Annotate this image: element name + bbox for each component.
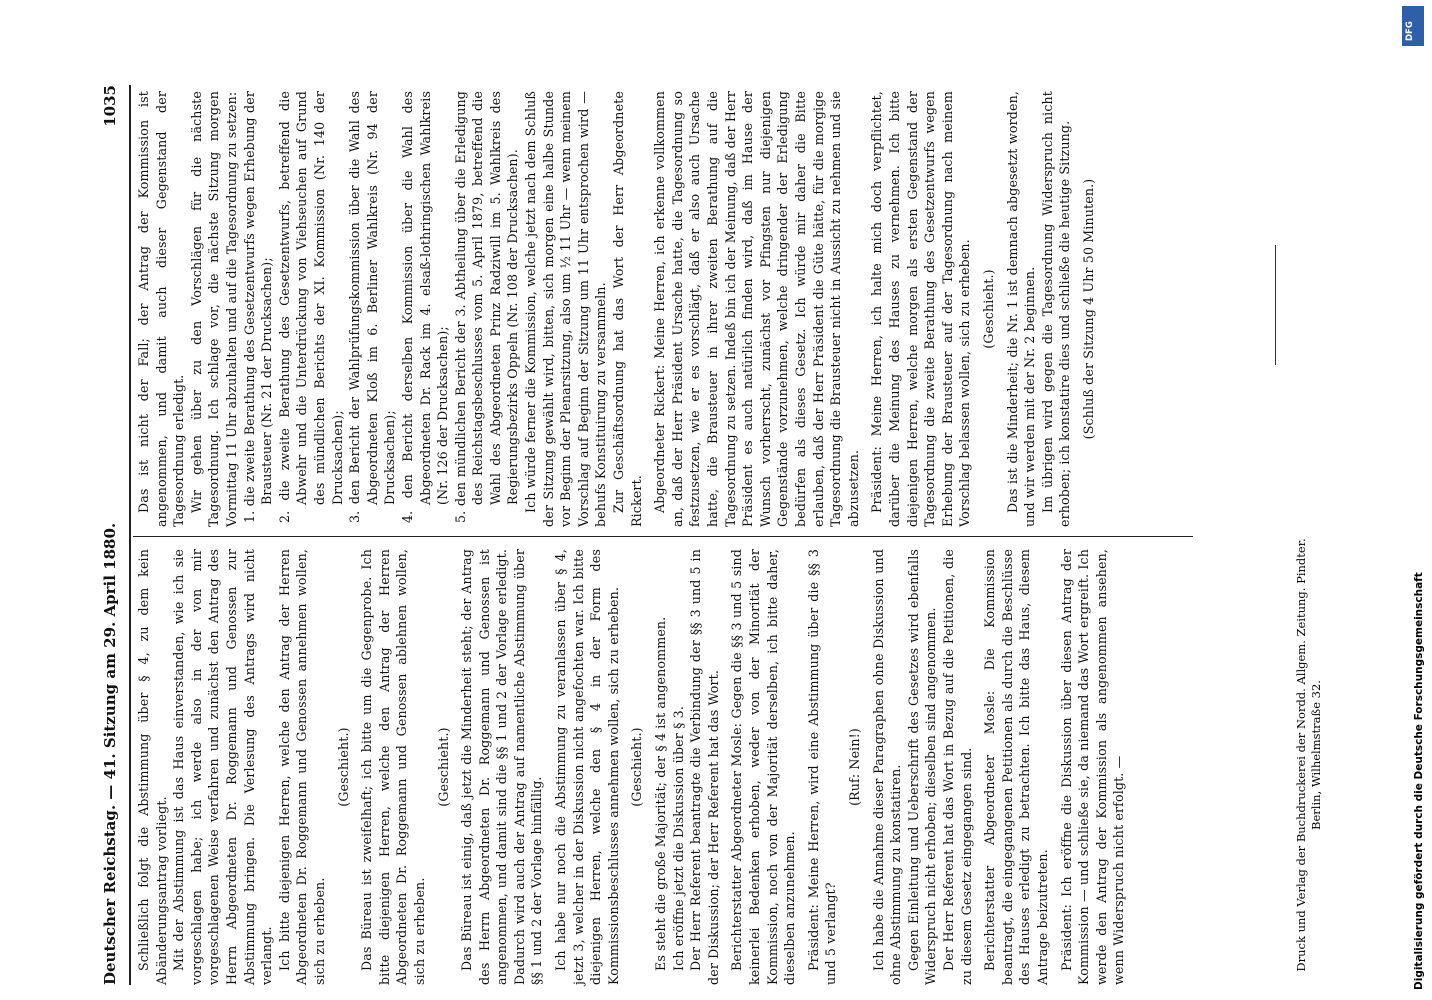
paragraph: Mit der Abstimmung ist das Haus einverstanden, wie ich sie vorgeschlagen habe; ich werde also in der von mir vorgeschlagenen Weise verfahren und zunächst den Antrag des Herrn Abgeordneten Dr. Roggemann und Genossen zur Abstimmung bringen. Die Verlesung des Antrags wird nicht verlangt. bbox=[171, 549, 275, 985]
header-rule bbox=[129, 85, 131, 985]
dfg-logo-icon bbox=[1402, 6, 1424, 46]
stage-direction: (Ruf: Nein!) bbox=[846, 728, 862, 806]
imprint-line-2: Berlin, Wilhelmstraße 32. bbox=[1309, 680, 1323, 830]
paragraph: Das Büreau ist einig, daß jetzt die Minderheit steht; der Antrag des Herrn Abgeordneten Dr. Roggemann und Genossen ist angenommen, und damit sind die §§ 1 und 2 der Vorlage erledigt. Dadurch wird auch der Antrag auf namentliche Abstimmung über §§ 1 und 2 der Vorlage hinfällig. bbox=[459, 549, 545, 985]
stage-direction: (Geschieht.) bbox=[335, 727, 351, 807]
paragraph: Ich habe die Annahme dieser Paragraphen ohne Diskussion und ohne Abstimmung zu konstatiren. bbox=[870, 549, 904, 985]
paragraph: Abgeordneter Rickert: Meine Herren, ich erkenne vollkommen an, daß der Herr Präsident Ursache hatte, die Tagesordnung so festzusetzen, wie er es vorschlägt, daß er also auch Ursache hatte, die Brausteuer in ihrer zweiten Berathung auf die Tagesordnung zu setzen. Indeß bin ich der Meinung, daß der Herr Präsident es auch natürlich finden wird, daß im Hause der Wunsch vorherrscht, zunächst vor Pfingsten nur diejenigen Gegenstände vorzunehmen, welche dringender der Erledigung bedürfen als dieses Gesetz. Ich würde mir daher die Bitte erlauben, daß der Herr Präsident die Güte hätte, für die morgige Tagesordnung die Brausteuer nicht in Aussicht zu nehmen und sie abzusetzen. bbox=[652, 91, 861, 527]
rotated-sheet bbox=[95, 85, 1305, 985]
imprint-line-1: Druck und Verlag der Buchdruckerei der Nordd. Allgem. Zeitung. Pindter. bbox=[1294, 538, 1308, 972]
paragraph: Wir gehen über zu den Vorschlägen für die nächste Tagesordnung. Ich schlage vor, die nächste Sitzung morgen Vormittag 11 Uhr abzuhalten und auf die Tagesordnung zu setzen: bbox=[188, 91, 239, 527]
paragraph: Präsident: Meine Herren, wird eine Abstimmung über die §§ 3 und 5 verlangt? bbox=[805, 549, 839, 985]
left-column bbox=[135, 549, 1128, 985]
paragraph: Schließlich folgt die Abstimmung über § 4, zu dem kein Abänderungsantrag vorliegt. bbox=[136, 549, 169, 985]
paragraph: Das ist nicht der Fall; der Antrag der Kommission ist angenommen, und damit auch dieser Gegenstand der Tagesordnung erledigt. bbox=[136, 91, 187, 527]
paragraph: Ich eröffne jetzt die Diskussion über § 3. bbox=[670, 706, 686, 971]
paragraph: Es steht die große Majorität; der § 4 ist angenommen. bbox=[653, 616, 669, 971]
paragraph: Ich bitte diejenigen Herren, welche den Antrag der Herren Abgeordneten Dr. Roggemann und Genossen annehmen wollen, sich zu erheben. bbox=[276, 549, 327, 985]
paragraph: Der Herr Referent hat das Wort in Bezug auf die Petitionen, die zu diesem Gesetz eingegangen sind. bbox=[940, 549, 974, 985]
stage-direction: (Geschieht.) bbox=[629, 727, 645, 807]
paragraph: Zur Geschäftsordnung hat das Wort der Herr Abgeordnete Rickert. bbox=[611, 91, 644, 527]
running-header bbox=[95, 85, 129, 985]
paragraph: Der Herr Referent beantragte die Verbindung der §§ 3 und 5 in der Diskussion; der Herr Referent hat das Wort. bbox=[688, 549, 721, 985]
paragraph: Im übrigen wird gegen die Tagesordnung Widerspruch nicht erhoben; ich konstatire dies und schließe die heutige Sitzung. bbox=[1039, 91, 1073, 527]
paragraph: Das Büreau ist zweifelhaft; ich bitte um die Gegenprobe. Ich bitte diejenigen Herren, welche den Antrag der Herren Abgeordneten Dr. Roggemann und Genossen ablehnen wollen, sich zu erheben. bbox=[359, 549, 427, 985]
paragraph: Gegen Einleitung und Ueberschrift des Gesetzes wird ebenfalls Widerspruch nicht erhoben; dieselben sind angenommen. bbox=[905, 549, 939, 985]
agenda-item: 1. die zweite Berathung des Gesetzentwurfs wegen Erhebung der Brausteuer (Nr. 21 der Drucksachen); bbox=[241, 91, 275, 523]
paragraph: Ich würde ferner die Kommission, welche jetzt nach dem Schluß der Sitzung gewählt wird, bitten, sich morgen eine halbe Stunde vor Beginn der Plenarsitzung, also um ½ 11 Uhr — wenn meinem Vorschlag auf Beginn der Sitzung um 11 Uhr entsprochen wird — behufs Konstituirung zu versammeln. bbox=[523, 91, 609, 527]
stage-direction: (Geschieht.) bbox=[435, 727, 451, 807]
agenda-item: 4. den Bericht derselben Kommission über die Wahl des Abgeordneten Dr. Rack im 4. elsaß-lothringischen Wahlkreis (Nr. 126 der Drucksachen); bbox=[399, 91, 451, 523]
paragraph: Ich habe nur noch die Abstimmung zu veranlassen über § 4, jetzt 3, welcher in der Diskussion nicht angefochten war. Ich bitte diejenigen Herren, welche den § 4 in der Form des Kommissionsbeschlusses annehmen wollen, sich zu erheben. bbox=[553, 549, 621, 985]
paragraph: Berichterstatter Abgeordneter Mosle: Die Kommission beantragt, die eingegangenen Petitionen als durch die Beschlüsse des Hauses erledigt zu betrachten. Ich bitte das Haus, diesem Antrage beizutreten. bbox=[982, 549, 1050, 985]
header-title: Deutscher Reichstag. — 41. Sitzung am 29. April 1880. bbox=[101, 522, 119, 985]
paragraph: Berichterstatter Abgeordneter Mosle: Gegen die §§ 3 und 5 sind keinerlei Bedenken erhoben, weder von der Minorität der Kommission, noch von der Majorität derselben, ich bitte daher, dieselben anzunehmen. bbox=[729, 549, 798, 985]
stage-direction: (Geschieht.) bbox=[980, 269, 996, 349]
imprint-rule bbox=[1275, 245, 1276, 365]
paragraph: Präsident: Ich eröffne die Diskussion über diesen Antrag der Kommission — und schließe sie, da niemand das Wort ergreift. Ich werde den Antrag der Kommission als angenommen ansehen, wenn Widerspruch nicht erfolgt. — bbox=[1058, 549, 1127, 985]
digitization-margin bbox=[1395, 0, 1432, 1000]
agenda-item: 2. die zweite Berathung des Gesetzentwurfs, betreffend die Abwehr und die Unterdrückung von Viehseuchen auf Grund des mündlichen Berichts der XI. Kommission (Nr. 140 der Drucksachen); bbox=[276, 91, 345, 523]
printer-imprint bbox=[1272, 520, 1332, 990]
right-column bbox=[135, 91, 1103, 527]
dfg-logo-text: DFG bbox=[1405, 21, 1415, 41]
agenda-item: 3. den Bericht der Wahlprüfungskommission über die Wahl des Abgeordneten Kloß im 6. Berliner Wahlkreis (Nr. 94 der Drucksachen); bbox=[347, 91, 398, 523]
session-close: (Schluß der Sitzung 4 Uhr 50 Minuten.) bbox=[1080, 178, 1096, 440]
paragraph: Das ist die Minderheit; die Nr. 1 ist demnach abgesetzt worden, und wir werden mit der Nr. 2 beginnen. bbox=[1004, 91, 1038, 527]
digitization-note: Digitalisierung gefördert durch die Deutsche Forschungsgemeinschaft bbox=[1413, 572, 1425, 990]
paragraph: Präsident: Meine Herren, ich halte mich doch verpflichtet, darüber die Meinung des Hauses zu vernehmen. Ich bitte diejenigen Herren, welche morgen als ersten Gegenstand der Tagesordnung die zweite Berathung des Gesetzentwurfs wegen Erhebung der Brausteuer auf der Tagesordnung nach meinem Vorschlag belassen wollen, sich zu erheben. bbox=[869, 91, 973, 527]
agenda-item: 5. den mündlichen Bericht der 3. Abtheilung über die Erledigung des Reichstagsbeschlusses vom 5. April 1879, betreffend die Wahl des Abgeordneten Prinz Radziwill im 5. Wahlkreis des Regierungsbezirks Oppeln (Nr. 108 der Drucksachen). bbox=[452, 91, 521, 523]
column-divider bbox=[133, 536, 1193, 537]
page-number: 1035 bbox=[101, 85, 119, 127]
